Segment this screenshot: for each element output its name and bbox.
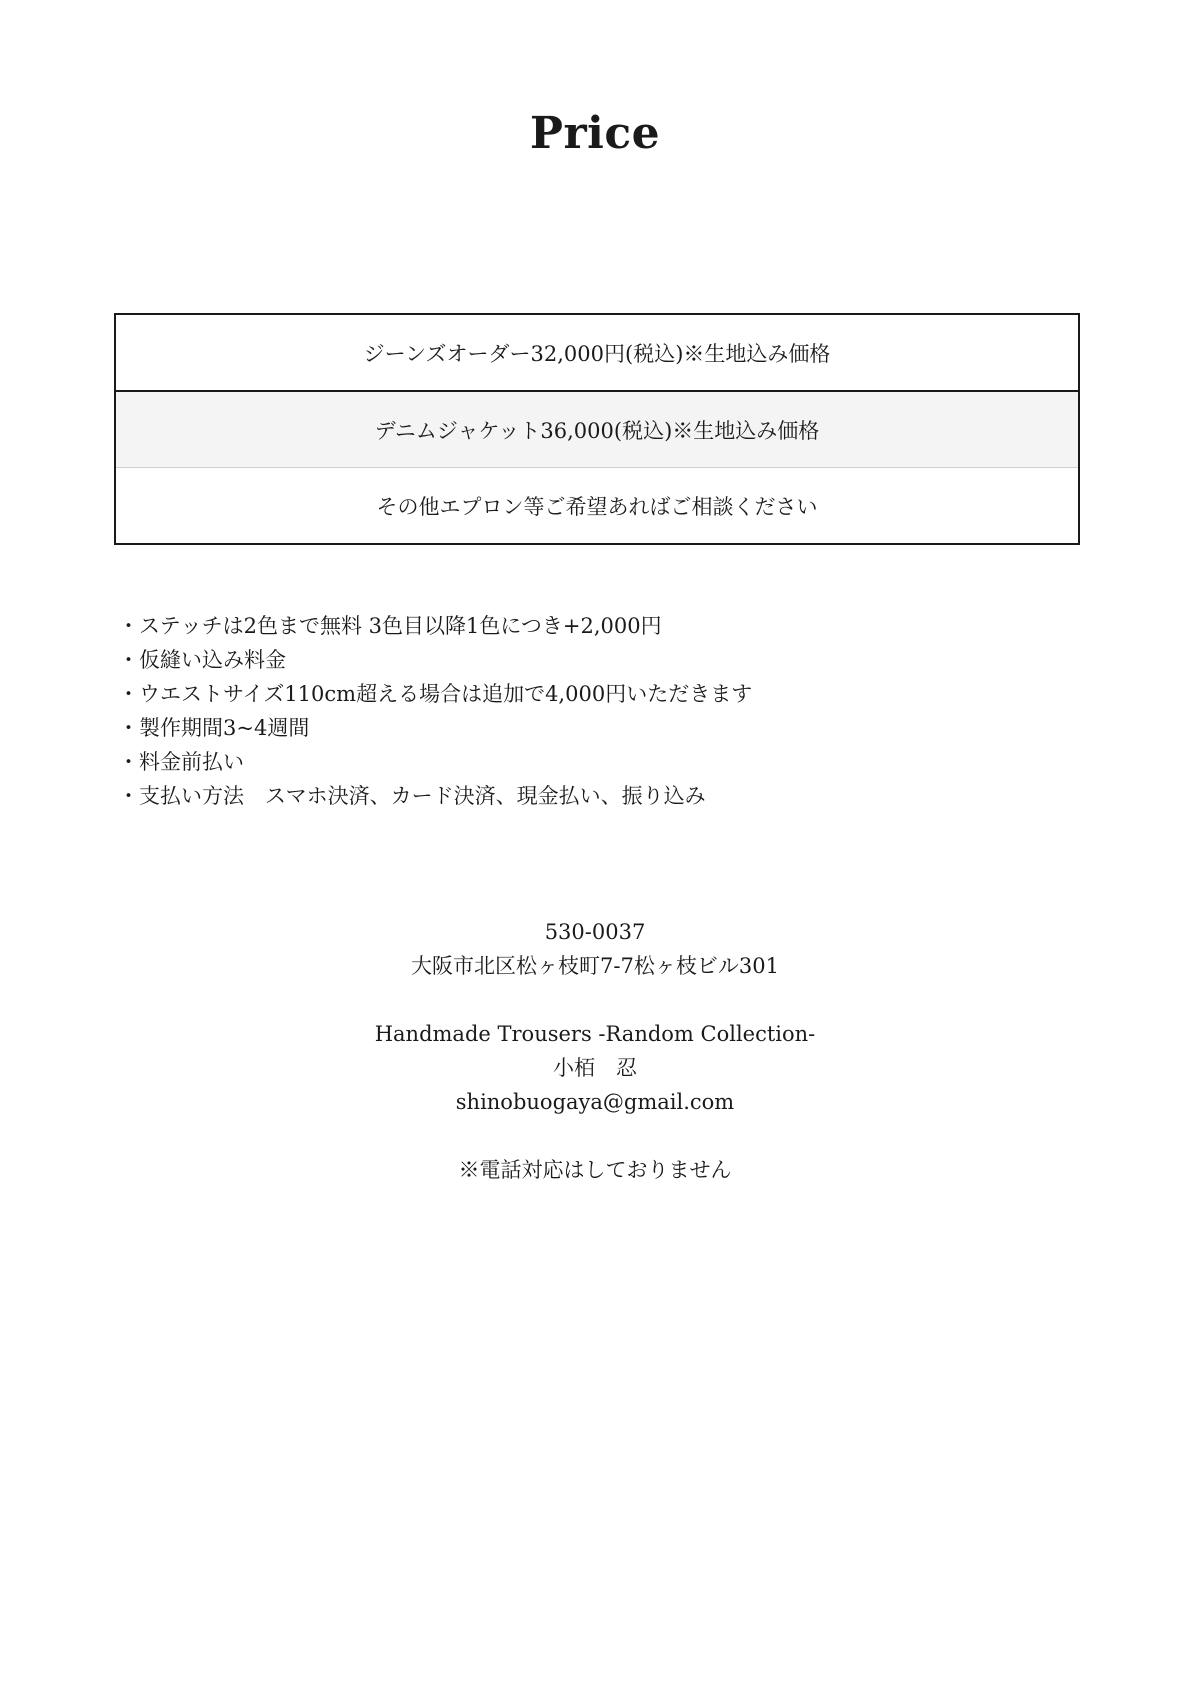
note-payment-methods: ・支払い方法 スマホ決済、カード決済、現金払い、振り込み (118, 784, 706, 808)
spacer (0, 1119, 1190, 1153)
phone-note: ※電話対応はしておりません (458, 1158, 732, 1182)
page-title: Price (529, 108, 661, 159)
address: 大阪市北区松ヶ枝町7-7松ヶ枝ビル301 (411, 954, 779, 978)
email-address[interactable]: shinobuogaya@gmail.com (455, 1090, 735, 1114)
owner-name: 小栢 忍 (553, 1056, 637, 1080)
contact-block (0, 915, 1190, 1187)
postal-code: 530-0037 (544, 920, 646, 944)
note-prepayment: ・料金前払い (118, 750, 244, 774)
notes-list (118, 609, 752, 813)
spacer (0, 983, 1190, 1017)
note-production-period: ・製作期間3~4週間 (118, 716, 310, 740)
price-table (114, 313, 1080, 545)
note-fitting: ・仮縫い込み料金 (118, 648, 286, 672)
shop-name: Handmade Trousers -Random Collection- (374, 1022, 816, 1046)
price-row-jeans: ジーンズオーダー32,000円(税込)※生地込み価格 (116, 315, 1078, 392)
note-waist: ・ウエストサイズ110cm超える場合は追加で4,000円いただきます (118, 682, 753, 706)
price-row-other: その他エプロン等ご希望あればご相談ください (376, 494, 818, 519)
note-stitch: ・ステッチは2色まで無料 3色目以降1色につき+2,000円 (118, 614, 662, 638)
price-row-denim-jacket: デニムジャケット36,000(税込)※生地込み価格 (116, 392, 1078, 468)
